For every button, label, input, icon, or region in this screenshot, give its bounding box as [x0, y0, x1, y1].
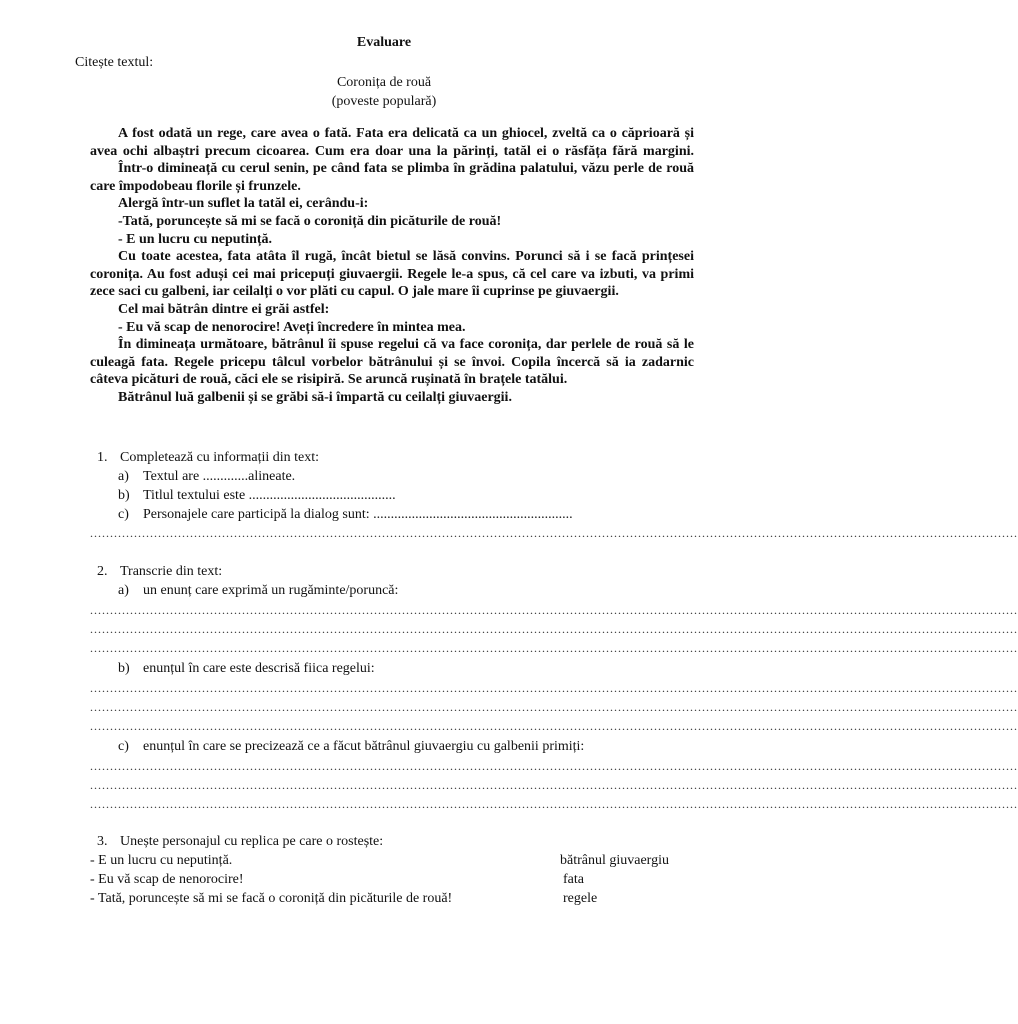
answer-line[interactable]: ........................................................................................................................................................................................................................................: [90, 622, 1018, 636]
worksheet-title: Evaluare: [356, 35, 412, 50]
story-text: [90, 125, 694, 407]
story-paragraph: - E un lucru cu neputință.: [118, 231, 273, 247]
reading-instruction: Citește textul:: [75, 55, 154, 70]
question-1c-text: Personajele care participă la dialog sunt: .........................................................: [143, 507, 573, 522]
reply-item: - Tată, poruncește să mi se facă o coroniță din picăturile de rouă!: [90, 891, 453, 906]
answer-line[interactable]: ........................................................................................................................................................................................................................................: [90, 778, 1018, 792]
story-paragraph: Cu toate acestea, fata atâta îl rugă, încât bietul se lăsă convins. Porunci să i se facă prințesei coronița. Au fost aduși cei mai pricepuți giuvaergii. Regele le-a spus, că cel care va izbuti, va primi zece saci cu galbeni, iar ceilalți o vor plăti cu capul. O jale mare îi cuprinse pe giuvaergii.: [90, 249, 694, 300]
answer-line[interactable]: ........................................................................................................................................................................................................................................: [90, 681, 1018, 695]
answer-line[interactable]: ........................................................................................................................................................................................................................................: [90, 759, 1018, 773]
question-2c-text: enunțul în care se precizează ce a făcut bătrânul giuvaergiu cu galbenii primiți:: [143, 739, 585, 754]
question-1a-label: a): [118, 469, 129, 484]
character-item: bătrânul giuvaergiu: [560, 853, 669, 868]
question-2c-label: c): [118, 739, 129, 754]
question-2a-label: a): [118, 583, 129, 598]
question-1a-text: Textul are .............alineate.: [143, 469, 296, 484]
story-paragraph: Cel mai bătrân dintre ei grăi astfel:: [118, 301, 330, 317]
question-2b-text: enunțul în care este descrisă fiica regelui:: [143, 661, 375, 676]
answer-line[interactable]: ........................................................................................................................................................................................................................................: [90, 641, 1018, 655]
reply-item: - Eu vă scap de nenorocire!: [90, 872, 244, 887]
answer-line[interactable]: ........................................................................................................................................................................................................................................: [90, 719, 1018, 733]
story-subtitle: (poveste populară): [331, 94, 437, 109]
answer-line[interactable]: ........................................................................................................................................................................................................................................: [90, 700, 1018, 714]
question-2-text: Transcrie din text:: [120, 564, 223, 579]
answer-line[interactable]: ........................................................................................................................................................................................................................................: [90, 797, 1018, 811]
character-item: regele: [563, 891, 598, 906]
question-1b-label: b): [118, 488, 130, 503]
answer-line[interactable]: ........................................................................................................................................................................................................................................: [90, 603, 1018, 617]
story-paragraph: -Tată, poruncește să mi se facă o coroniță din picăturile de rouă!: [118, 213, 502, 229]
question-1-text: Completează cu informații din text:: [120, 450, 320, 465]
question-2a-text: un enunț care exprimă un rugăminte/poruncă:: [143, 583, 399, 598]
answer-line[interactable]: ........................................................................................................................................................................................................................................: [90, 526, 1018, 540]
question-3-text: Unește personajul cu replica pe care o rostește:: [120, 834, 384, 849]
question-2-number: 2.: [97, 564, 108, 579]
story-paragraph: Alergă într-un suflet la tatăl ei, cerându-i:: [118, 196, 369, 212]
story-paragraph: Într-o dimineață cu cerul senin, pe când fata se plimba în grădina palatului, văzu perle de rouă care împodobeau florile și frunzele.: [90, 161, 694, 194]
character-item: fata: [563, 872, 584, 887]
question-1c-label: c): [118, 507, 129, 522]
story-title: Coronița de rouă: [336, 75, 432, 90]
reply-item: - E un lucru cu neputință.: [90, 853, 233, 868]
story-paragraph: În dimineața următoare, bătrânul îi spuse regelui că va face coronița, dar perlele de rouă să le culeagă fata. Regele pricepu tâlcul vorbelor bătrânului și se învoi. Copila încercă să ia zadarnic câteva picături de rouă, căci ele se risipiră. Se aruncă rușinată în brațele tatălui.: [90, 337, 694, 388]
question-1b-text: Titlul textului este ..........................................: [143, 488, 396, 503]
story-paragraph: Bătrânul luă galbenii și se grăbi să-i împartă cu ceilalți giuvaergii.: [118, 389, 512, 405]
story-paragraph: - Eu vă scap de nenorocire! Aveți încredere în mintea mea.: [118, 319, 466, 335]
question-2b-label: b): [118, 661, 130, 676]
question-3-number: 3.: [97, 834, 108, 849]
question-1-number: 1.: [97, 450, 108, 465]
story-paragraph: A fost odată un rege, care avea o fată. Fata era delicată ca un ghiocel, zveltă ca o căprioară și avea ochi albaștri precum cicoarea. Cum era doar una la părinți, tatăl ei o răsfăța fără margini.: [90, 126, 694, 159]
